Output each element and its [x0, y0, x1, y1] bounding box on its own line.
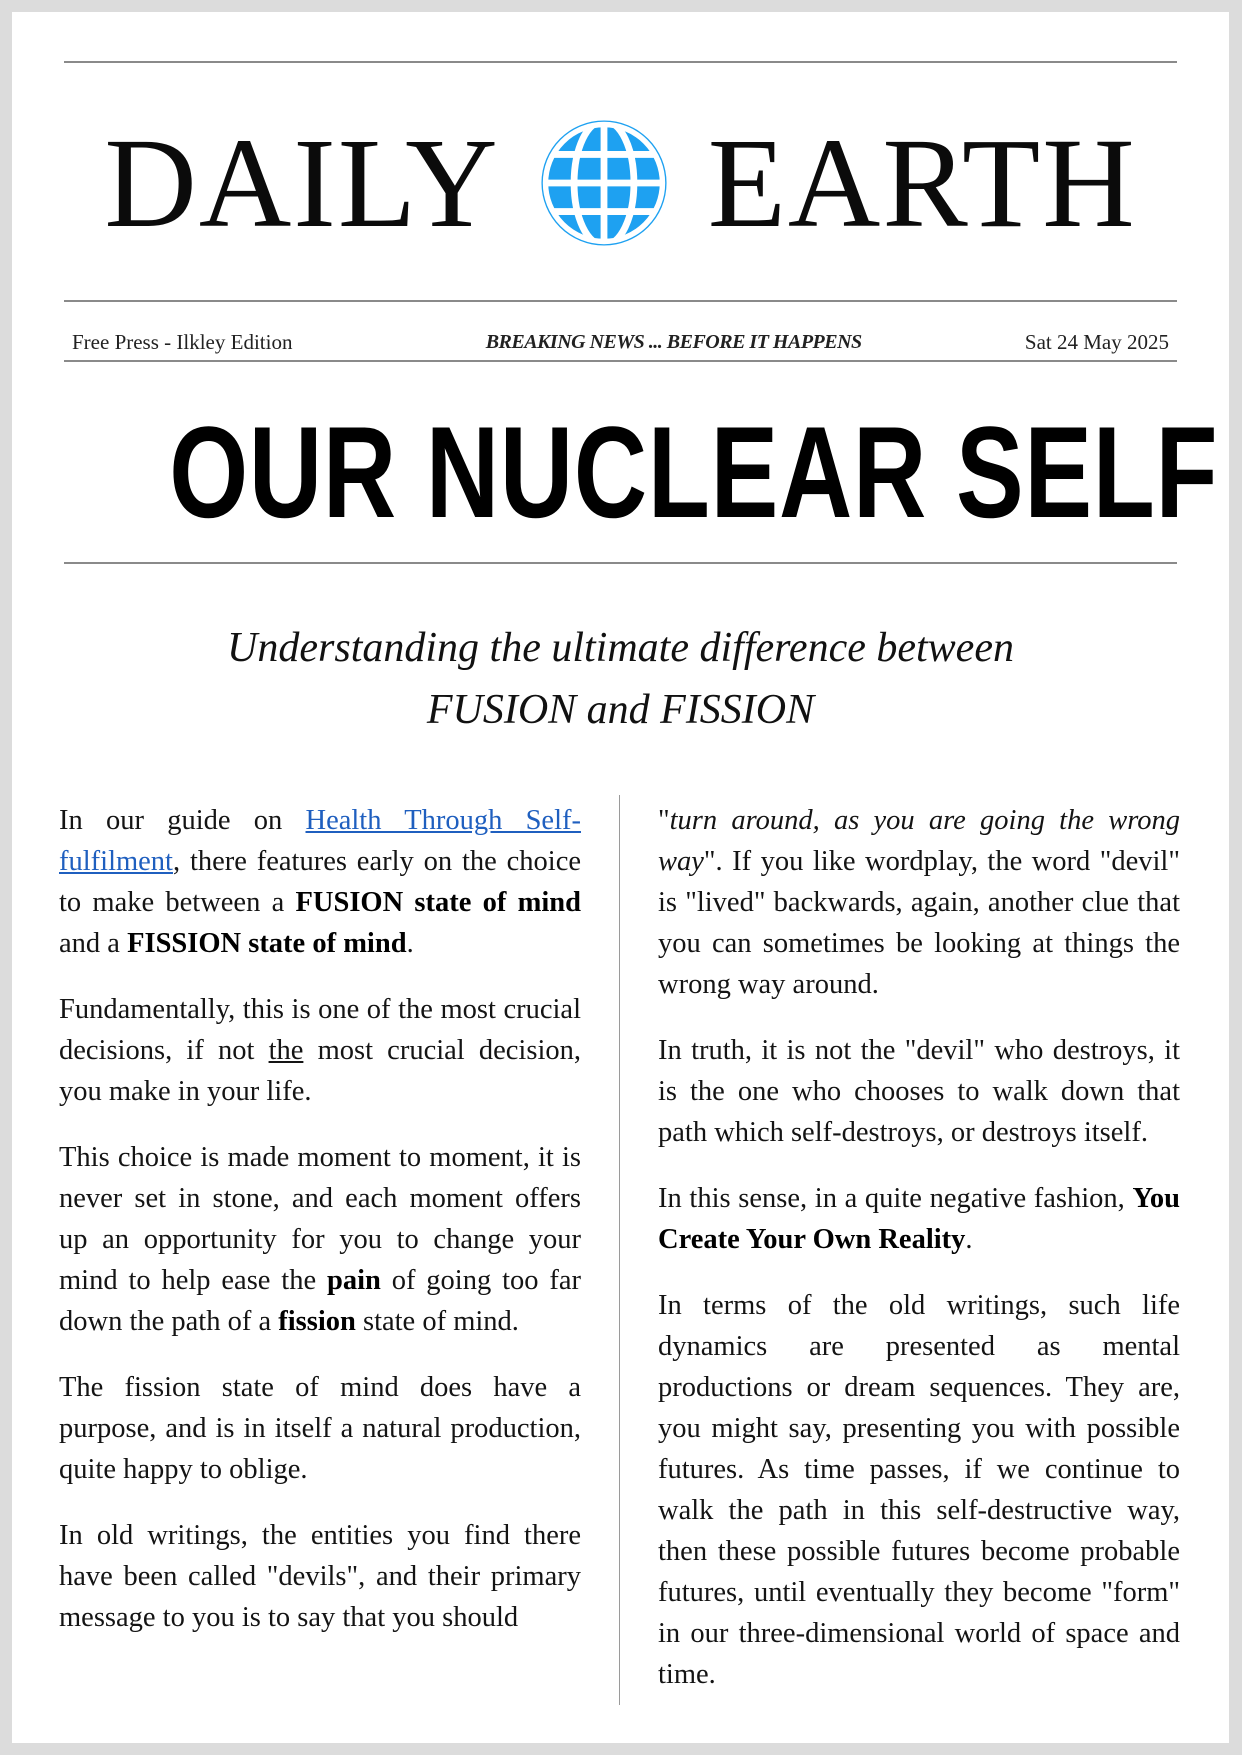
paragraph: The fission state of mind does have a purpose, and is in itself a natural production, quite happy to oblige.: [59, 1372, 581, 1485]
headline: OUR NUCLEAR SELF: [169, 399, 1219, 545]
masthead-left-word: DAILY: [104, 112, 500, 254]
text: Fundamentally, this is one of the most crucial decisions, if not: [59, 994, 581, 1066]
masthead: [64, 108, 1177, 258]
health-guide-link[interactable]: Health Through Self-fulfilment: [59, 805, 581, 877]
bold-text: You Create Your Own Reality: [658, 1183, 1180, 1255]
italic-text: turn around, as you are going the wrong way: [658, 805, 1180, 877]
text: most crucial decision, you make in your life.: [59, 1035, 581, 1107]
text: state of mind.: [355, 1306, 519, 1337]
paragraph: [59, 800, 581, 964]
bold-text: fission: [278, 1306, 356, 1337]
paragraph: In terms of the old writings, such life dynamics are presented as mental productions or dream sequences. They are, you might say, presenting you with possible futures. As time passes, if we continue to walk the path in this self-destructive way, then these possible futures become probable futures, until eventually they become "form" in our three-dimensional world of space and time.: [658, 1290, 1180, 1690]
text: This choice is made moment to moment, it is never set in stone, and each moment offers up an opportunity for you to change your mind to help ease the: [59, 1142, 581, 1296]
edition-label: Free Press - Ilkley Edition: [72, 329, 293, 354]
top-rule: [64, 61, 1177, 63]
paragraph: [59, 1137, 581, 1342]
subheadline: [72, 617, 1169, 741]
newspaper-page: [12, 12, 1229, 1743]
bold-text: pain: [326, 1265, 381, 1296]
masthead-right-word: EARTH: [707, 112, 1137, 254]
tagline: BREAKING NEWS ... BEFORE IT HAPPENS: [485, 330, 862, 353]
text: ". If you like wordplay, the word "devil" is "lived" backwards, again, another clue that you can sometimes be looking at things the wrong way around.: [658, 846, 1180, 1000]
text: of going too far down the path of a: [59, 1265, 581, 1337]
subheadline-line-1: Understanding the ultimate difference between: [227, 625, 1014, 671]
infobar-bottom-rule: [64, 360, 1177, 362]
underlined-text: the: [268, 1035, 304, 1066]
paragraph: [59, 989, 581, 1112]
left-column: [59, 800, 581, 1663]
infobar-top-rule: [64, 300, 1177, 302]
text: .: [965, 1224, 973, 1255]
bold-text: FUSION state of mind: [295, 887, 581, 918]
text: ": [658, 805, 670, 836]
paragraph: [658, 800, 1180, 1005]
right-column: [658, 800, 1180, 1720]
column-divider: [619, 795, 620, 1705]
text: and a: [59, 928, 128, 959]
bold-text: FISSION state of mind: [127, 928, 407, 959]
subheadline-line-2: FUSION and FISSION: [426, 687, 815, 733]
paragraph: In truth, it is not the "devil" who destroys, it is the one who chooses to walk down that path which self-destroys, or destroys itself.: [658, 1035, 1180, 1148]
text: In this sense, in a quite negative fashion,: [658, 1183, 1133, 1214]
paragraph: [658, 1178, 1180, 1260]
text: In our guide on: [59, 805, 306, 836]
text: , there features early on the choice to make between a: [59, 846, 581, 918]
headline-rule: [64, 562, 1177, 564]
date-label: Sat 24 May 2025: [1024, 329, 1169, 354]
paragraph: In old writings, the entities you find there have been called "devils", and their primary message to you is to say that you should: [59, 1520, 581, 1633]
globe-icon: [536, 115, 672, 251]
text: .: [406, 928, 414, 959]
